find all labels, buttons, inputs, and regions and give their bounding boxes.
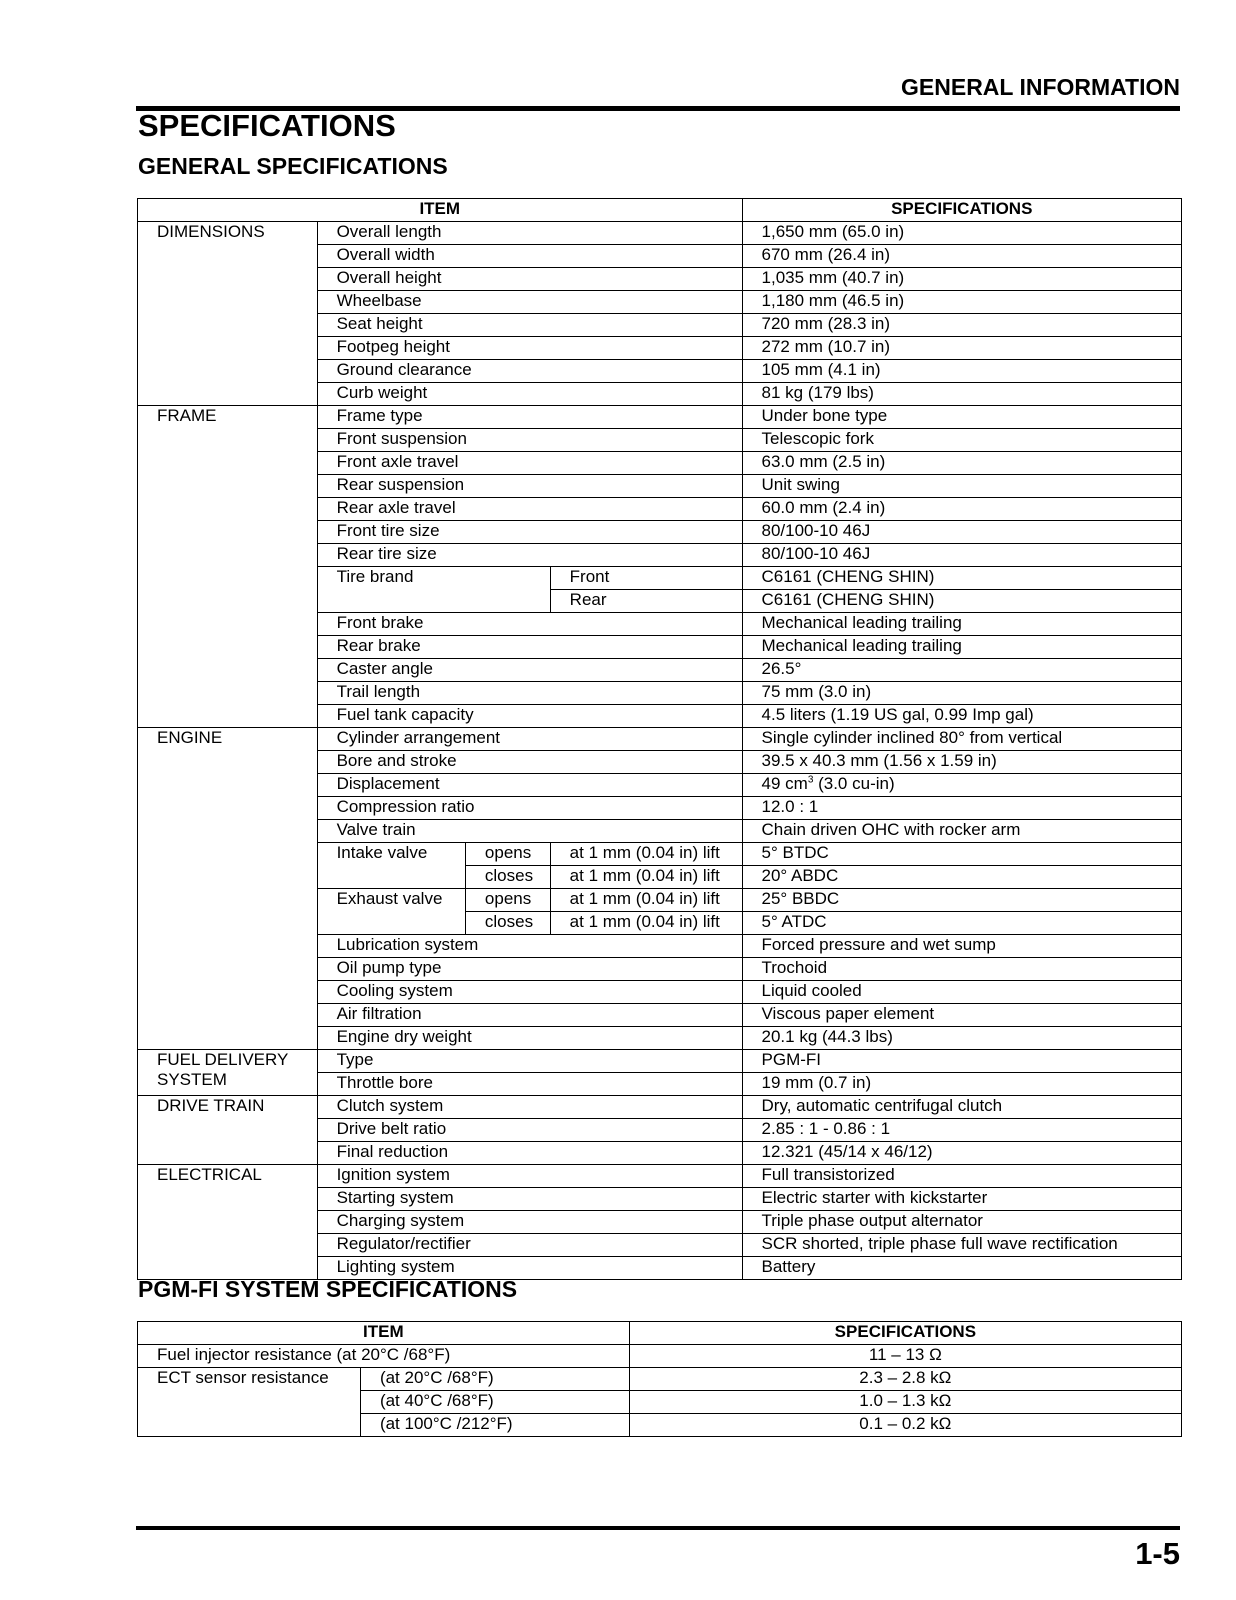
category-label-line: SYSTEM [157, 1070, 227, 1089]
item-value: Forced pressure and wet sump [742, 935, 1181, 958]
item-value: 1,180 mm (46.5 in) [742, 291, 1181, 314]
item-value: 81 kg (179 lbs) [742, 383, 1181, 406]
ect-condition: (at 20°C /68°F) [360, 1368, 629, 1391]
item-value: C6161 (CHENG SHIN) [742, 567, 1181, 590]
item-value: 20° ABDC [742, 866, 1181, 889]
item-name: Curb weight [317, 383, 742, 406]
valve-event: closes [465, 866, 550, 889]
item-name: Wheelbase [317, 291, 742, 314]
item-name: Front brake [317, 613, 742, 636]
category-engine: ENGINE [138, 728, 318, 1050]
col-spec-header: SPECIFICATIONS [742, 199, 1181, 222]
category-label-line: FUEL DELIVERY [157, 1050, 289, 1069]
item-name: Throttle bore [317, 1073, 742, 1096]
valve-name: Intake valve [317, 843, 465, 889]
table-row [138, 1368, 1182, 1391]
table-row [138, 1165, 1182, 1188]
item-name: Rear axle travel [317, 498, 742, 521]
item-value: 60.0 mm (2.4 in) [742, 498, 1181, 521]
item-value: C6161 (CHENG SHIN) [742, 590, 1181, 613]
item-name: Final reduction [317, 1142, 742, 1165]
footer-rule [136, 1526, 1180, 1530]
item-value: 19 mm (0.7 in) [742, 1073, 1181, 1096]
item-value: Trochoid [742, 958, 1181, 981]
tire-position: Front [550, 567, 742, 590]
item-value: 25° BBDC [742, 889, 1181, 912]
item-value: Electric starter with kickstarter [742, 1188, 1181, 1211]
item-value: Mechanical leading trailing [742, 613, 1181, 636]
item-name: Lighting system [317, 1257, 742, 1280]
col-item-header: ITEM [138, 199, 743, 222]
table-row [138, 222, 1182, 245]
pgmfi-specs-subtitle: PGM-FI SYSTEM SPECIFICATIONS [138, 1276, 518, 1302]
item-name: Lubrication system [317, 935, 742, 958]
item-name: Footpeg height [317, 337, 742, 360]
item-value: Full transistorized [742, 1165, 1181, 1188]
item-name: Frame type [317, 406, 742, 429]
item-name: Ignition system [317, 1165, 742, 1188]
page-header [136, 70, 1180, 111]
superscript: 3 [807, 774, 814, 786]
item-value: Under bone type [742, 406, 1181, 429]
item-value: Battery [742, 1257, 1181, 1280]
item-value: 75 mm (3.0 in) [742, 682, 1181, 705]
item-name: Front axle travel [317, 452, 742, 475]
displacement-imperial: (3.0 cu-in) [813, 774, 895, 793]
category-fuel-delivery [138, 1050, 318, 1096]
category-drive-train: DRIVE TRAIN [138, 1096, 318, 1165]
col-spec-header: SPECIFICATIONS [629, 1322, 1181, 1345]
valve-event: closes [465, 912, 550, 935]
item-name: Tire brand [317, 567, 550, 613]
item-name: Ground clearance [317, 360, 742, 383]
item-value: 105 mm (4.1 in) [742, 360, 1181, 383]
injector-value: 11 – 13 Ω [629, 1345, 1181, 1368]
item-name: Clutch system [317, 1096, 742, 1119]
ect-condition: (at 40°C /68°F) [360, 1391, 629, 1414]
item-value: SCR shorted, triple phase full wave rectification [742, 1234, 1181, 1257]
valve-event: opens [465, 889, 550, 912]
item-value: 1,035 mm (40.7 in) [742, 268, 1181, 291]
valve-condition: at 1 mm (0.04 in) lift [550, 843, 742, 866]
table-header-row [138, 1322, 1182, 1345]
page-title: SPECIFICATIONS [138, 108, 396, 143]
item-value: PGM-FI [742, 1050, 1181, 1073]
tire-position: Rear [550, 590, 742, 613]
page-number: 1-5 [1135, 1536, 1180, 1571]
item-value: 12.321 (45/14 x 46/12) [742, 1142, 1181, 1165]
item-value: 670 mm (26.4 in) [742, 245, 1181, 268]
item-name: Starting system [317, 1188, 742, 1211]
table-row [138, 406, 1182, 429]
valve-condition: at 1 mm (0.04 in) lift [550, 912, 742, 935]
item-value: 5° ATDC [742, 912, 1181, 935]
item-name: Compression ratio [317, 797, 742, 820]
general-specs-table [137, 198, 1182, 1280]
item-name: Type [317, 1050, 742, 1073]
valve-event: opens [465, 843, 550, 866]
item-value: 4.5 liters (1.19 US gal, 0.99 Imp gal) [742, 705, 1181, 728]
table-row [138, 728, 1182, 751]
item-name: Charging system [317, 1211, 742, 1234]
item-value: 80/100-10 46J [742, 521, 1181, 544]
item-value: 26.5° [742, 659, 1181, 682]
item-value: 272 mm (10.7 in) [742, 337, 1181, 360]
item-name: Cooling system [317, 981, 742, 1004]
item-name: Engine dry weight [317, 1027, 742, 1050]
item-value: 80/100-10 46J [742, 544, 1181, 567]
valve-condition: at 1 mm (0.04 in) lift [550, 889, 742, 912]
ect-label: ECT sensor resistance [138, 1368, 361, 1437]
valve-condition: at 1 mm (0.04 in) lift [550, 866, 742, 889]
item-name: Bore and stroke [317, 751, 742, 774]
item-name: Regulator/rectifier [317, 1234, 742, 1257]
ect-value: 2.3 – 2.8 kΩ [629, 1368, 1181, 1391]
displacement-value: 49 cm [761, 774, 808, 793]
category-electrical: ELECTRICAL [138, 1165, 318, 1280]
col-item-header: ITEM [138, 1322, 630, 1345]
category-dimensions: DIMENSIONS [138, 222, 318, 406]
item-name: Rear suspension [317, 475, 742, 498]
ect-value: 0.1 – 0.2 kΩ [629, 1414, 1181, 1437]
item-value: 1,650 mm (65.0 in) [742, 222, 1181, 245]
item-value: 720 mm (28.3 in) [742, 314, 1181, 337]
item-value: Chain driven OHC with rocker arm [742, 820, 1181, 843]
item-name: Air filtration [317, 1004, 742, 1027]
item-name: Drive belt ratio [317, 1119, 742, 1142]
item-value: 12.0 : 1 [742, 797, 1181, 820]
item-name: Fuel tank capacity [317, 705, 742, 728]
item-name: Oil pump type [317, 958, 742, 981]
item-value: 20.1 kg (44.3 lbs) [742, 1027, 1181, 1050]
item-value: 2.85 : 1 - 0.86 : 1 [742, 1119, 1181, 1142]
item-name: Trail length [317, 682, 742, 705]
general-specs-subtitle: GENERAL SPECIFICATIONS [138, 153, 448, 179]
table-row [138, 1096, 1182, 1119]
item-value: Viscous paper element [742, 1004, 1181, 1027]
item-value: Single cylinder inclined 80° from vertical [742, 728, 1181, 751]
item-value: Dry, automatic centrifugal clutch [742, 1096, 1181, 1119]
item-name: Front suspension [317, 429, 742, 452]
item-value: 63.0 mm (2.5 in) [742, 452, 1181, 475]
item-name: Seat height [317, 314, 742, 337]
item-name: Valve train [317, 820, 742, 843]
table-row [138, 1345, 1182, 1368]
item-name: Rear tire size [317, 544, 742, 567]
item-value: 39.5 x 40.3 mm (1.56 x 1.59 in) [742, 751, 1181, 774]
ect-condition: (at 100°C /212°F) [360, 1414, 629, 1437]
item-value: Triple phase output alternator [742, 1211, 1181, 1234]
item-name: Cylinder arrangement [317, 728, 742, 751]
table-header-row [138, 199, 1182, 222]
item-name: Rear brake [317, 636, 742, 659]
item-value: Telescopic fork [742, 429, 1181, 452]
item-name: Caster angle [317, 659, 742, 682]
category-frame: FRAME [138, 406, 318, 728]
ect-value: 1.0 – 1.3 kΩ [629, 1391, 1181, 1414]
item-value: Unit swing [742, 475, 1181, 498]
item-value [742, 774, 1181, 797]
item-value: Mechanical leading trailing [742, 636, 1181, 659]
item-name: Displacement [317, 774, 742, 797]
item-name: Overall height [317, 268, 742, 291]
item-value: Liquid cooled [742, 981, 1181, 1004]
injector-label: Fuel injector resistance (at 20°C /68°F) [138, 1345, 630, 1368]
item-value: 5° BTDC [742, 843, 1181, 866]
item-name: Overall length [317, 222, 742, 245]
section-label: GENERAL INFORMATION [901, 74, 1180, 100]
table-row [138, 1050, 1182, 1073]
valve-name: Exhaust valve [317, 889, 465, 935]
pgmfi-specs-table [137, 1321, 1182, 1437]
item-name: Front tire size [317, 521, 742, 544]
item-name: Overall width [317, 245, 742, 268]
